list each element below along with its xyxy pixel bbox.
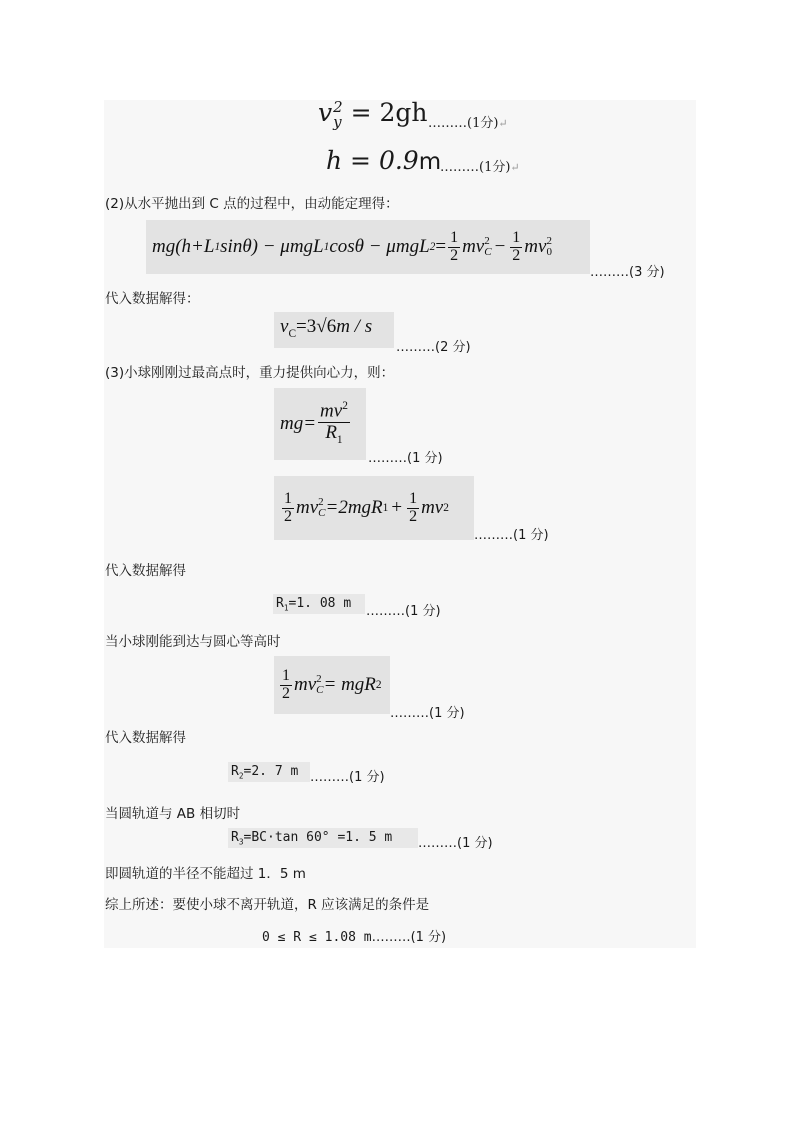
equation-energy-side bbox=[278, 660, 382, 710]
eq3-t1: mv bbox=[462, 236, 485, 257]
equation-centripetal bbox=[280, 392, 352, 456]
eq1-score-text: ………(1分) bbox=[428, 116, 499, 131]
eq8-f-den: 2 bbox=[282, 684, 290, 702]
eq4-eq: =3 bbox=[296, 316, 317, 337]
eq6-t2-sup: 2 bbox=[443, 502, 449, 514]
q3-intro: (3)小球刚刚过最高点时，重力提供向心力，则： bbox=[105, 365, 395, 381]
eq3-f2-den: 2 bbox=[512, 246, 521, 264]
eq1-rhs: = 2gh bbox=[342, 98, 428, 127]
eq8-score: ………(1 分) bbox=[390, 706, 465, 721]
line-circle-height: 当小球刚能到达与圆心等高时 bbox=[105, 634, 281, 650]
eq7-rest: =1. 08 m bbox=[288, 596, 352, 611]
sqrt-icon: √6 bbox=[316, 316, 337, 337]
eq6-t1-sub: C bbox=[318, 507, 326, 519]
substitute-label-1: 代入数据解得： bbox=[105, 291, 200, 307]
eq4-v: v bbox=[280, 316, 289, 337]
eq10-sub: 3 bbox=[238, 837, 244, 847]
equation-energy bbox=[152, 224, 552, 270]
eq8-fraction bbox=[280, 668, 292, 703]
eq4-score: ………(2 分) bbox=[396, 340, 471, 355]
eq6-fraction-1 bbox=[282, 491, 294, 526]
equation-final-condition bbox=[262, 926, 446, 945]
eq6-t1-sup: 2 bbox=[318, 496, 324, 508]
eq6-mid: =2mgR bbox=[325, 497, 383, 518]
eq8-f-num: 1 bbox=[282, 666, 290, 684]
eq6-plus: + bbox=[391, 497, 403, 518]
eq6-f1-num: 1 bbox=[284, 489, 292, 507]
eq6-f1-den: 2 bbox=[284, 507, 292, 525]
eq2-lhs: h = 0.9 bbox=[326, 146, 419, 175]
eq7-score: ………(1 分) bbox=[366, 604, 441, 619]
eq1-lhs: v bbox=[318, 98, 333, 127]
eq1-score bbox=[428, 112, 508, 131]
eq9-rest: =2. 7 m bbox=[243, 764, 299, 779]
equation-r2 bbox=[231, 764, 298, 781]
eq6-t2: mv bbox=[421, 497, 444, 518]
eq3-t1-sup: 2 bbox=[484, 235, 490, 247]
eq8-t-sup: 2 bbox=[316, 673, 322, 685]
eq9-r: R bbox=[231, 764, 239, 779]
eq11-text: 0 ≤ R ≤ 1.08 m bbox=[262, 930, 372, 945]
eq5-fraction bbox=[318, 401, 350, 446]
eq3-part3-sub: 2 bbox=[429, 241, 436, 253]
eq3-part2: sinθ) − μmgL bbox=[220, 236, 324, 257]
eq6-mid-sub: 1 bbox=[382, 502, 389, 514]
eq7-sub: 1 bbox=[283, 603, 289, 613]
equation-vy-squared bbox=[318, 98, 428, 130]
eq9-sub: 2 bbox=[238, 771, 244, 781]
eq1-sub: y bbox=[333, 112, 342, 131]
eq5-den: R bbox=[325, 421, 337, 443]
substitute-label-3: 代入数据解得 bbox=[105, 730, 186, 746]
eq10-r: R bbox=[231, 830, 239, 845]
eq6-f2-den: 2 bbox=[409, 507, 418, 525]
eq6-fraction-2 bbox=[407, 491, 419, 526]
eq3-f1-den: 2 bbox=[450, 246, 459, 264]
eq3-part1: mg(h+L bbox=[152, 236, 215, 257]
eq3-score: ………(3 分) bbox=[590, 265, 665, 280]
eq5-num-sup: 2 bbox=[342, 400, 348, 413]
eq3-t1-sub: C bbox=[484, 246, 492, 258]
eq5-num: mv bbox=[320, 400, 343, 422]
eq8-t: mv bbox=[294, 674, 317, 695]
equation-r1 bbox=[276, 596, 351, 613]
eq6-t1: mv bbox=[296, 497, 319, 518]
eq10-rest: =BC·tan 60° =1. 5 m bbox=[243, 830, 393, 845]
eq2-score bbox=[440, 156, 520, 175]
eq1-sup: 2 bbox=[333, 97, 343, 116]
eq3-f1-num: 1 bbox=[450, 228, 459, 246]
eq3-t2-sub: 0 bbox=[546, 246, 552, 258]
eq8-rest-sub: 2 bbox=[375, 679, 382, 691]
eq3-fraction-2 bbox=[510, 230, 522, 265]
eq6-f2-num: 1 bbox=[409, 489, 418, 507]
eq2-unit: m bbox=[418, 149, 442, 175]
eq9-score: ………(1 分) bbox=[310, 770, 385, 785]
eq10-score: ………(1 分) bbox=[418, 836, 493, 851]
q2-intro: (2)从水平抛出到 C 点的过程中，由动能定理得： bbox=[105, 196, 399, 212]
eq8-t-sub: C bbox=[316, 684, 324, 696]
equation-h-value bbox=[326, 146, 441, 175]
eq3-fraction-1 bbox=[448, 230, 460, 265]
line-summary: 综上所述：要使小球不离开轨道，R 应该满足的条件是 bbox=[105, 897, 430, 913]
eq5-score: ………(1 分) bbox=[368, 451, 443, 466]
eq3-part2-sub: 1 bbox=[323, 241, 330, 253]
eq4-sub: C bbox=[288, 327, 297, 340]
eq6-score: ………(1 分) bbox=[474, 528, 549, 543]
eq3-t2-sup: 2 bbox=[546, 235, 552, 247]
return-mark-icon: ↵ bbox=[498, 117, 508, 130]
eq3-equals: = bbox=[435, 236, 447, 257]
eq3-t2: mv bbox=[524, 236, 547, 257]
return-mark-icon: ↵ bbox=[510, 161, 520, 174]
eq3-part3: cosθ − μmgL bbox=[329, 236, 430, 257]
eq3-f2-num: 1 bbox=[512, 228, 521, 246]
eq5-den-sub: 1 bbox=[336, 433, 343, 446]
eq7-r: R bbox=[276, 596, 284, 611]
line-radius-limit: 即圆轨道的半径不能超过 1．5 m bbox=[105, 866, 306, 882]
eq5-lhs: mg= bbox=[280, 413, 317, 434]
eq3-part1-sub: 1 bbox=[214, 241, 221, 253]
equation-r3 bbox=[231, 830, 392, 847]
equation-vc bbox=[280, 316, 372, 340]
eq11-score: ………(1 分) bbox=[371, 930, 447, 945]
eq4-unit: m / s bbox=[336, 316, 373, 337]
eq2-score-text: ………(1分) bbox=[440, 160, 511, 175]
substitute-label-2: 代入数据解得 bbox=[105, 563, 186, 579]
line-tangent: 当圆轨道与 AB 相切时 bbox=[105, 806, 241, 822]
eq3-minus: − bbox=[494, 236, 506, 257]
equation-energy-top bbox=[280, 480, 449, 536]
eq8-rest: = mgR bbox=[323, 674, 376, 695]
